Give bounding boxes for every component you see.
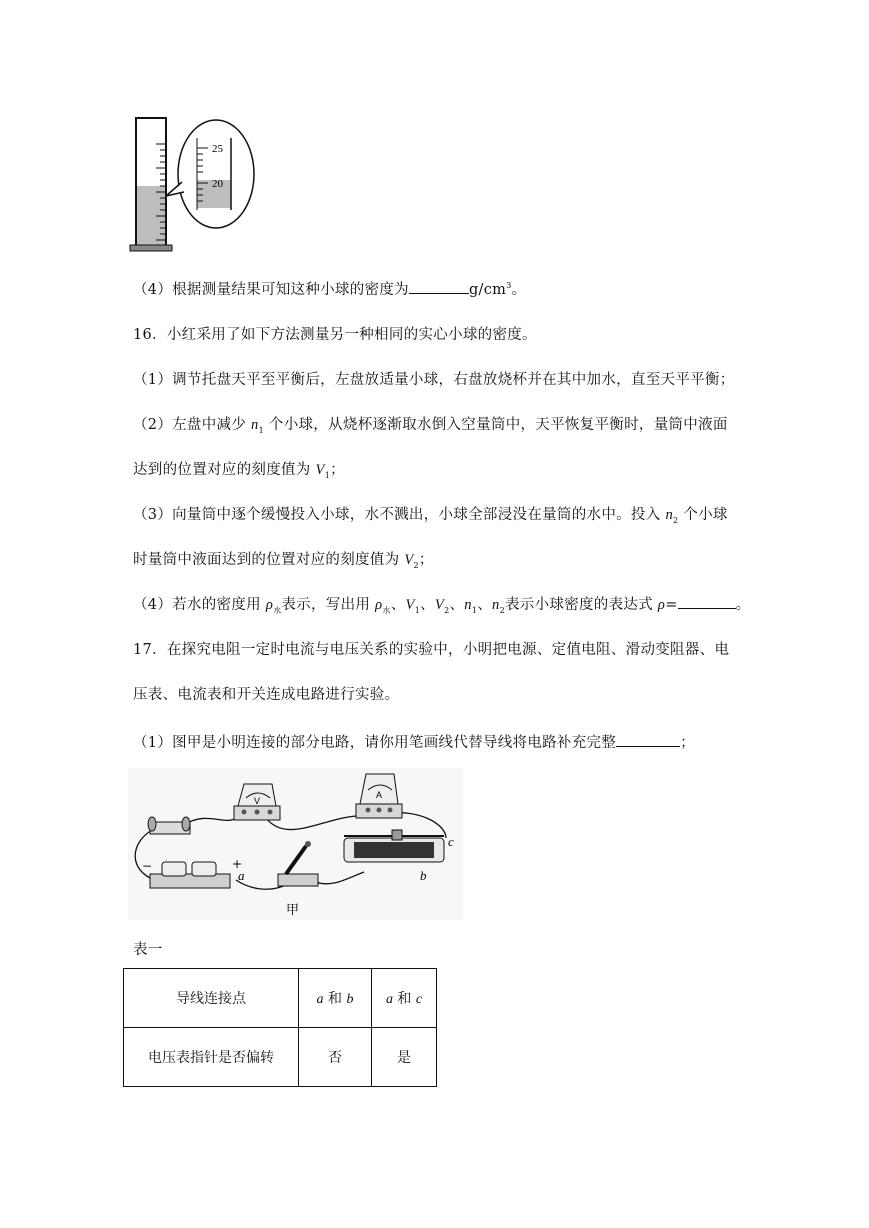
svg-text:A: A — [376, 790, 383, 800]
svg-text:−: − — [142, 859, 153, 873]
table-title: 表一 — [133, 942, 163, 958]
answer-blank[interactable] — [409, 281, 469, 294]
q16-part3-cont: 时量筒中液面达到的位置对应的刻度值为 $V_2$； — [133, 552, 434, 570]
svg-text:b: b — [420, 868, 427, 883]
svg-text:c: c — [448, 834, 454, 849]
answer-blank[interactable] — [678, 596, 736, 609]
table-cell: 电压表指针是否偏转 — [124, 1028, 299, 1087]
q17-part1: （1）图甲是小明连接的部分电路，请你用笔画线代替导线将电路补充完整 ； — [133, 735, 695, 751]
svg-text:V: V — [254, 796, 261, 806]
table-cell: a 和 b — [299, 969, 372, 1028]
q16-title: 16．小红采用了如下方法测量另一种相同的实心小球的密度。 — [133, 327, 537, 343]
scale-label-25: 25 — [212, 143, 223, 155]
q15-part4: （4）根据测量结果可知这种小球的密度为 $g/cm^3$。 — [133, 281, 527, 298]
q16-part2: （2）左盘中减少 $n_1$ 个小球，从烧杯逐渐取水倒入空量筒中，天平恢复平衡时，量筒中液面 — [133, 417, 728, 435]
answer-blank[interactable] — [616, 734, 680, 747]
q16-part2-cont: 达到的位置对应的刻度值为 $V_1$； — [133, 462, 345, 480]
scale-label-20: 20 — [212, 178, 223, 190]
q16-part1: （1）调节托盘天平至平衡后，左盘放适量小球，右盘放烧杯并在其中加水，直至天平平衡； — [133, 372, 735, 388]
q16-part3: （3）向量筒中逐个缓慢投入小球，水不溅出，小球全部浸没在量筒的水中。投入 $n_2$ 个小球 — [133, 507, 728, 525]
q17-title: 17．在探究电阻一定时电流与电压关系的实验中，小明把电源、定值电阻、滑动变阻器、电 — [133, 642, 730, 658]
svg-text:+: + — [232, 857, 243, 871]
table-cell: a 和 c — [372, 969, 437, 1028]
circuit-figure — [128, 768, 463, 920]
q16-part4: （4）若水的密度用 $\rho_水$表示，写出用 $\rho_水$、$V_1$、$V_2$、$n_1$、$n_2$表示小球密度的表达式 ρ= 。 — [133, 597, 751, 615]
svg-text:a: a — [238, 868, 245, 883]
graduated-cylinder-figure — [126, 114, 261, 254]
table-cell: 导线连接点 — [124, 969, 299, 1028]
table-row — [124, 1028, 437, 1087]
table-row — [124, 969, 437, 1028]
figure-caption: 甲 — [286, 903, 300, 918]
q17-title-cont: 压表、电流表和开关连成电路进行实验。 — [133, 687, 400, 703]
table-cell: 是 — [372, 1028, 437, 1087]
table-cell: 否 — [299, 1028, 372, 1087]
data-table — [123, 968, 437, 1087]
